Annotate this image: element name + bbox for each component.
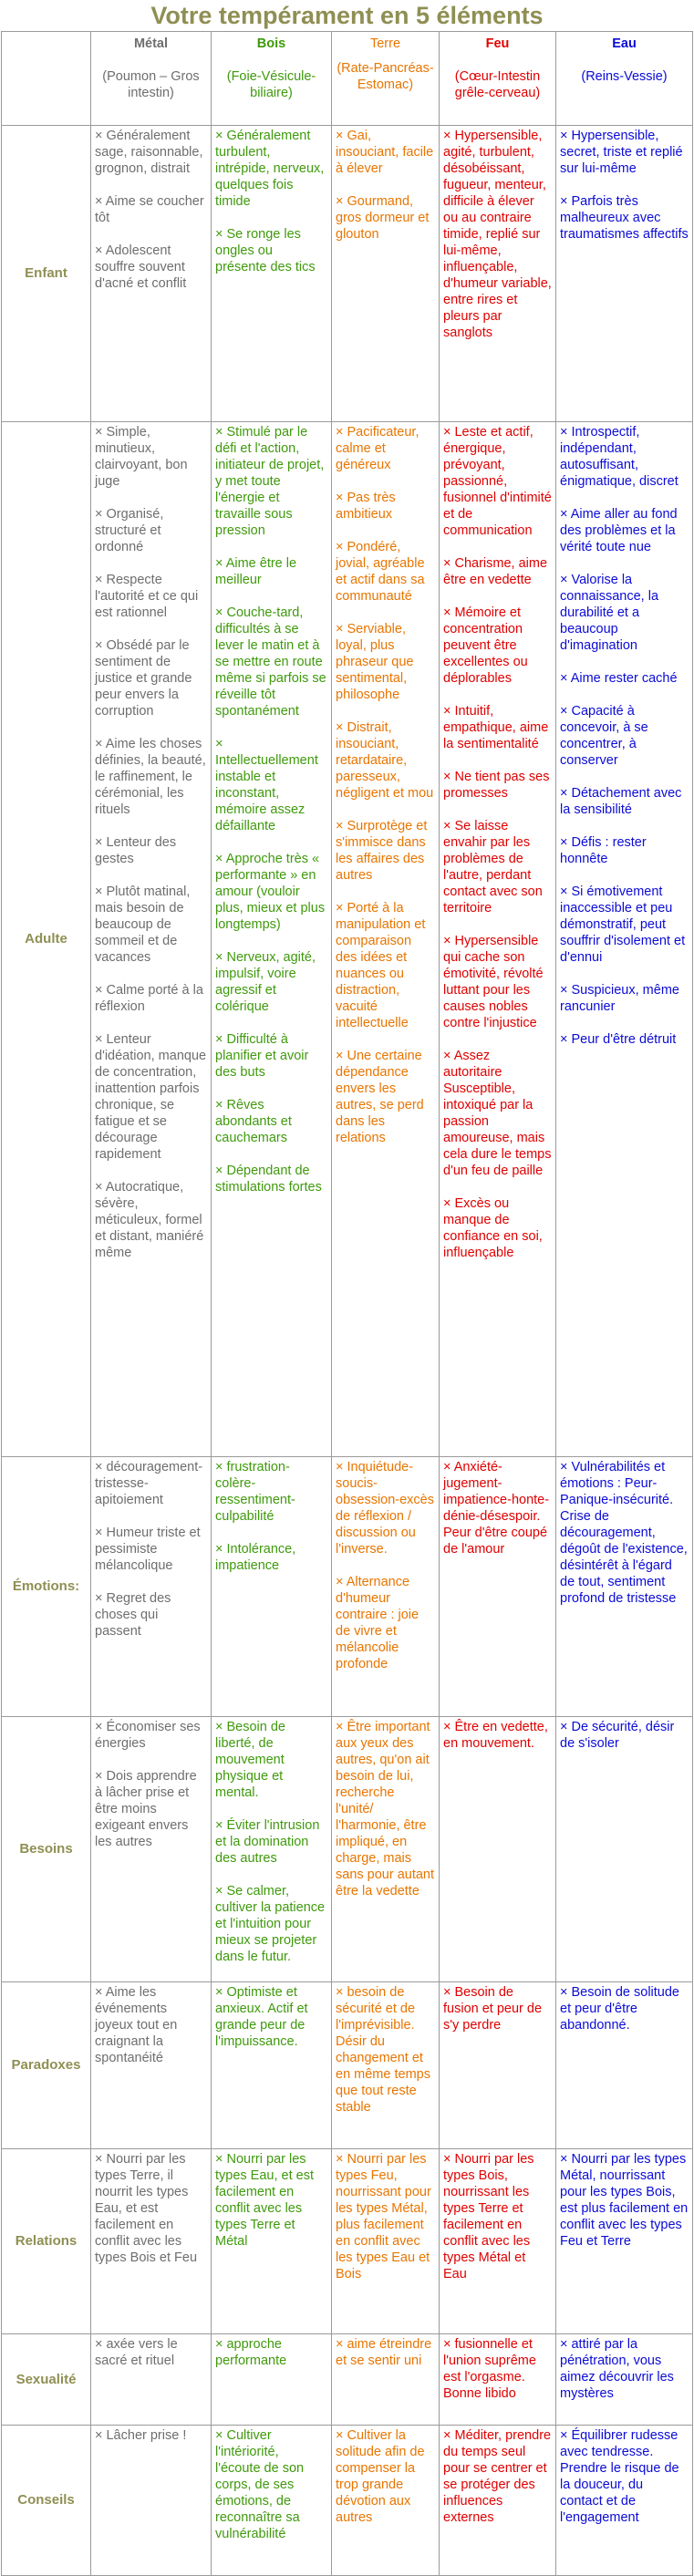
trait-item: × Aime aller au fond des problèmes et la vérité toute nue (560, 507, 678, 554)
trait-item: × Serviable, loyal, plus phraseur que sentimental, philosophe (336, 622, 414, 702)
cell-enfant-bois (212, 126, 332, 422)
trait-item: × Alternance d'humeur contraire : joie de vivre et mélancolie profonde (336, 1575, 420, 1671)
page-title: Votre tempérament en 5 éléments (150, 2, 544, 29)
cell-paradoxes-feu (440, 1982, 556, 2149)
trait-item: × Éviter l'intrusion et la domination des autres (215, 1818, 320, 1866)
trait-item: × Leste et actif, énergique, prévoyant, passionné, fusionnel d'intimité et de communication (443, 425, 552, 538)
cell-sexualite-eau (556, 2334, 693, 2426)
cell-paradoxes-terre (332, 1982, 440, 2149)
cell-adulte-terre (332, 422, 440, 1457)
cell-conseils-metal (91, 2426, 212, 2576)
trait-item: × Humeur triste et pessimiste mélancolique (95, 1526, 201, 1573)
row-sexualite (2, 2334, 693, 2426)
trait-item: × Méditer, prendre du temps seul pour se centrer et se protéger des influences externes (443, 2428, 552, 2525)
cell-besoins-terre (332, 1717, 440, 1982)
trait-item: × Hypersensible qui cache son émotivité, révolté luttant pour les causes nobles contre l'injustice (443, 934, 544, 1030)
trait-item: × Plutôt matinal, mais besoin de beaucoup de sommeil et de vacances (95, 885, 191, 965)
cell-relations-feu (440, 2149, 556, 2334)
trait-item: × Hypersensible, agité, turbulent, désobéissant, fugueur, menteur, difficile à élever ou au contraire timide, replié sur lui-même, influençable, d'humeur variable, entre rires et pleurs par sanglots (443, 129, 552, 340)
trait-item: × Intuitif, empathique, aime la sentimentalité (443, 704, 549, 751)
trait-item: × Aime les choses définies, la beauté, le raffinement, le cérémonial, les rituels (95, 737, 206, 817)
row-label: Conseils (2, 2426, 91, 2576)
column-header-eau (556, 32, 693, 126)
cell-adulte-eau (556, 422, 693, 1457)
temperament-table (1, 31, 693, 2576)
trait-item: × Inquiétude-soucis-obsession-excès de réflexion / discussion ou l'inverse. (336, 1460, 434, 1557)
row-relations (2, 2149, 693, 2334)
cell-paradoxes-bois (212, 1982, 332, 2149)
cell-enfant-terre (332, 126, 440, 422)
row-emotions (2, 1457, 693, 1717)
column-name: Bois (256, 36, 286, 51)
column-name: Feu (485, 36, 510, 51)
trait-item: × Vulnérabilités et émotions : Peur- Panique-insécurité. Crise de découragement, dégoût de l'existence, désintérêt à l'égard de tout, sentiment profond de tristesse (560, 1460, 688, 1606)
trait-item: × Se laisse envahir par les problèmes de l'autre, perdant contact avec son territoire (443, 819, 543, 916)
cell-enfant-metal (91, 126, 212, 422)
trait-item: × Cultiver la solitude afin de compenser la trop grande dévotion aux autres (336, 2428, 425, 2525)
trait-item: × Autocratique, sévère, méticuleux, formel et distant, maniéré même (95, 1180, 204, 1260)
cell-sexualite-terre (332, 2334, 440, 2426)
cell-sexualite-feu (440, 2334, 556, 2426)
trait-item: × Intolérance, impatience (215, 1542, 296, 1573)
column-organs: (Cœur-Intestin grêle-cerveau) (454, 69, 541, 100)
column-name: Eau (612, 36, 637, 51)
trait-item: × Si émotivement inaccessible et peu démonstratif, peut souffrir d'isolement et d'ennui (560, 885, 686, 965)
trait-item: × Détachement avec la sensibilité (560, 786, 682, 817)
trait-item: × Charisme, aime être en vedette (443, 556, 548, 587)
trait-item: × Aime être le meilleur (215, 556, 297, 587)
header-row (2, 32, 693, 126)
trait-item: × Généralement sage, raisonnable, grognon, distrait (95, 129, 203, 176)
cell-besoins-bois (212, 1717, 332, 1982)
trait-item: × besoin de sécurité et de l'imprévisible. Désir du changement et en même temps que tout reste stable (336, 1985, 430, 2115)
cell-paradoxes-metal (91, 1982, 212, 2149)
cell-paradoxes-eau (556, 1982, 693, 2149)
column-organs: (Poumon – Gros intestin) (102, 69, 200, 100)
cell-sexualite-bois (212, 2334, 332, 2426)
cell-besoins-metal (91, 1717, 212, 1982)
cell-enfant-eau (556, 126, 693, 422)
trait-item: × Stimulé par le défi et l'action, initiateur de projet, y met toute l'énergie et travaille sous pression (215, 425, 325, 538)
trait-item: × Assez autoritaire Susceptible, intoxiqué par la passion amoureuse, mais cela dure le temps d'un feu de paille (443, 1049, 552, 1178)
column-header-terre (332, 32, 440, 126)
column-organs: (Rate-Pancréas-Estomac) (337, 61, 434, 92)
row-label: Enfant (2, 126, 91, 422)
trait-item: × Pondéré, jovial, agréable et actif dans sa communauté (336, 540, 425, 604)
cell-emotions-eau (556, 1457, 693, 1717)
column-header-metal (91, 32, 212, 126)
cell-conseils-terre (332, 2426, 440, 2576)
trait-item: × Besoin de liberté, de mouvement physique et mental. (215, 1720, 285, 1800)
cell-besoins-eau (556, 1717, 693, 1982)
cell-adulte-metal (91, 422, 212, 1457)
trait-item: × Lenteur des gestes (95, 835, 177, 866)
trait-item: × Adolescent souffre souvent d'acné et conflit (95, 243, 187, 291)
trait-item: × Nourri par les types Terre, il nourrit les types Eau, et est facilement en conflit avec les types Bois et Feu (95, 2152, 198, 2265)
trait-item: × Peur d'être détruit (560, 1032, 677, 1047)
column-name: Terre (369, 36, 401, 51)
cell-sexualite-metal (91, 2334, 212, 2426)
trait-item: × Calme porté à la réflexion (95, 983, 203, 1014)
row-paradoxes (2, 1982, 693, 2149)
column-organs: (Foie-Vésicule-biliaire) (226, 69, 316, 100)
cell-emotions-terre (332, 1457, 440, 1717)
trait-item: × frustration-colère-ressentiment-culpabilité (215, 1460, 295, 1524)
trait-item: × Pas très ambitieux (336, 491, 396, 522)
trait-item: × Optimiste et anxieux. Actif et grande peur de l'impuissance. (215, 1985, 308, 2049)
trait-item: × Nerveux, agité, impulsif, voire agressif et colérique (215, 950, 316, 1014)
trait-item: × Se ronge les ongles ou présente des tics (215, 227, 316, 274)
cell-conseils-feu (440, 2426, 556, 2576)
trait-item: × Défis : rester honnête (560, 835, 647, 866)
cell-relations-terre (332, 2149, 440, 2334)
row-label: Émotions: (2, 1457, 91, 1717)
trait-item: × Dépendant de stimulations fortes (215, 1164, 322, 1195)
row-label: Paradoxes (2, 1982, 91, 2149)
trait-item: × Se calmer, cultiver la patience et l'intuition pour mieux se projeter dans le futur. (215, 1884, 326, 1964)
row-besoins (2, 1717, 693, 1982)
trait-item: × Être en vedette, en mouvement. (443, 1720, 548, 1751)
trait-item: × Parfois très malheureux avec traumatismes affectifs (560, 194, 689, 242)
trait-item: × Gai, insouciant, facile à élever (336, 129, 434, 176)
trait-item: × Approche très « performante » en amour (vouloir plus, mieux et plus longtemps) (215, 852, 326, 932)
trait-item: × Généralement turbulent, intrépide, nerveux, quelques fois timide (215, 129, 325, 209)
trait-item: × Aime les événements joyeux tout en craignant la spontanéité (95, 1985, 178, 2065)
trait-item: × Excès ou manque de confiance en soi, influençable (443, 1196, 543, 1260)
row-label: Besoins (2, 1717, 91, 1982)
cell-conseils-eau (556, 2426, 693, 2576)
trait-item: × Distrait, insouciant, retardataire, paresseux, négligent et mou (336, 720, 434, 801)
trait-item: × Nourri par les types Feu, nourrissant pour les types Métal, plus facilement en conflit avec les types Eau et Bois (336, 2152, 431, 2281)
trait-item: × Besoin de fusion et peur de s'y perdre (443, 1985, 543, 2033)
trait-item: × Cultiver l'intériorité, l'écoute de son corps, de ses émotions, de reconnaître sa vulnérabilité (215, 2428, 305, 2541)
trait-item: × Pacificateur, calme et généreux (336, 425, 420, 472)
row-label: Adulte (2, 422, 91, 1457)
cell-relations-metal (91, 2149, 212, 2334)
row-label: Sexualité (2, 2334, 91, 2426)
row-conseils (2, 2426, 693, 2576)
trait-item: × Nourri par les types Eau, et est facilement en conflit avec les types Terre et Métal (215, 2152, 315, 2249)
trait-item: × Obsédé par le sentiment de justice et grande peur envers la corruption (95, 638, 192, 719)
trait-item: × Lenteur d'idéation, manque de concentration, inattention parfois chronique, se fatigue et se décourage rapidement (95, 1032, 207, 1162)
trait-item: × Lâcher prise ! (95, 2428, 187, 2443)
cell-enfant-feu (440, 126, 556, 422)
trait-item: × De sécurité, désir de s'isoler (560, 1720, 675, 1751)
trait-item: × Équilibrer rudesse avec tendresse. Prendre le risque de la douceur, du contact et de l'engagement (560, 2428, 679, 2525)
trait-item: × Introspectif, indépendant, autosuffisant, énigmatique, discret (560, 425, 678, 489)
trait-item: × Simple, minutieux, clairvoyant, bon juge (95, 425, 188, 489)
column-header-bois (212, 32, 332, 126)
trait-item: × Nourri par les types Métal, nourrissant pour les types Bois, est plus facilement en conflit avec les types Feu et Terre (560, 2152, 689, 2249)
cell-besoins-feu (440, 1717, 556, 1982)
trait-item: × Être important aux yeux des autres, qu'on ait besoin de lui, recherche l'unité/ l'harmonie, être impliqué, en charge, mais sans pour autant être la vedette (336, 1720, 435, 1898)
cell-emotions-metal (91, 1457, 212, 1717)
trait-item: × Économiser ses énergies (95, 1720, 201, 1751)
trait-item: × fusionnelle et l'union suprême est l'orgasme. Bonne libido (443, 2337, 536, 2401)
trait-item: × Mémoire et concentration peuvent être excellentes ou déplorables (443, 605, 528, 686)
trait-item: × découragement-tristesse-apitoiement (95, 1460, 203, 1507)
trait-item: × Capacité à concevoir, à se concentrer, à conserver (560, 704, 648, 768)
trait-item: × Regret des choses qui passent (95, 1591, 171, 1639)
cell-adulte-feu (440, 422, 556, 1457)
row-adulte (2, 422, 693, 1457)
trait-item: × Respecte l'autorité et ce qui est rationnel (95, 573, 199, 620)
cell-adulte-bois (212, 422, 332, 1457)
trait-item: × Couche-tard, difficultés à se lever le matin et à se mettre en route même si parfois se réveille tôt spontanément (215, 605, 326, 719)
trait-item: × Suspicieux, même rancunier (560, 983, 679, 1014)
trait-item: × approche performante (215, 2337, 287, 2368)
trait-item: × Aime rester caché (560, 671, 678, 686)
trait-item: × Hypersensible, secret, triste et replié sur lui-même (560, 129, 683, 176)
trait-item: × Rêves abondants et cauchemars (215, 1098, 292, 1145)
cell-emotions-feu (440, 1457, 556, 1717)
trait-item: × Ne tient pas ses promesses (443, 770, 550, 801)
cell-emotions-bois (212, 1457, 332, 1717)
trait-item: × Gourmand, gros dormeur et glouton (336, 194, 430, 242)
trait-item: × axée vers le sacré et rituel (95, 2337, 178, 2368)
trait-item: × Aime se coucher tôt (95, 194, 204, 225)
trait-item: × Dois apprendre à lâcher prise et être moins exigeant envers les autres (95, 1769, 197, 1849)
cell-relations-eau (556, 2149, 693, 2334)
corner-cell (2, 32, 91, 126)
trait-item: × Surprotège et s'immisce dans les affaires des autres (336, 819, 428, 883)
column-organs: (Reins-Vessie) (581, 69, 668, 84)
trait-item: × Valorise la connaissance, la durabilité et a beaucoup d'imagination (560, 573, 659, 653)
column-header-feu (440, 32, 556, 126)
trait-item: × Nourri par les types Bois, nourrissant les types Terre et facilement en conflit avec les types Métal et Eau (443, 2152, 534, 2281)
trait-item: × aime étreindre et se sentir uni (336, 2337, 432, 2368)
trait-item: × Intellectuellement instable et inconstant, mémoire assez défaillante (215, 737, 318, 833)
trait-item: × attiré par la pénétration, vous aimez découvrir les mystères (560, 2337, 674, 2401)
column-name: Métal (133, 36, 169, 51)
trait-item: × Anxiété-jugement-impatience-honte-dénie-désespoir. Peur d'être coupé de l'amour (443, 1460, 550, 1557)
trait-item: × Difficulté à planifier et avoir des buts (215, 1032, 309, 1080)
row-label: Relations (2, 2149, 91, 2334)
trait-item: × Porté à la manipulation et comparaison des idées et nuances ou distraction, vacuité intellectuelle (336, 901, 426, 1030)
trait-item: × Une certaine dépendance envers les autres, se perd dans les relations (336, 1049, 424, 1145)
trait-item: × Organisé, structuré et ordonné (95, 507, 164, 554)
row-enfant (2, 126, 693, 422)
trait-item: × Besoin de solitude et peur d'être abandonné. (560, 1985, 679, 2033)
cell-conseils-bois (212, 2426, 332, 2576)
cell-relations-bois (212, 2149, 332, 2334)
